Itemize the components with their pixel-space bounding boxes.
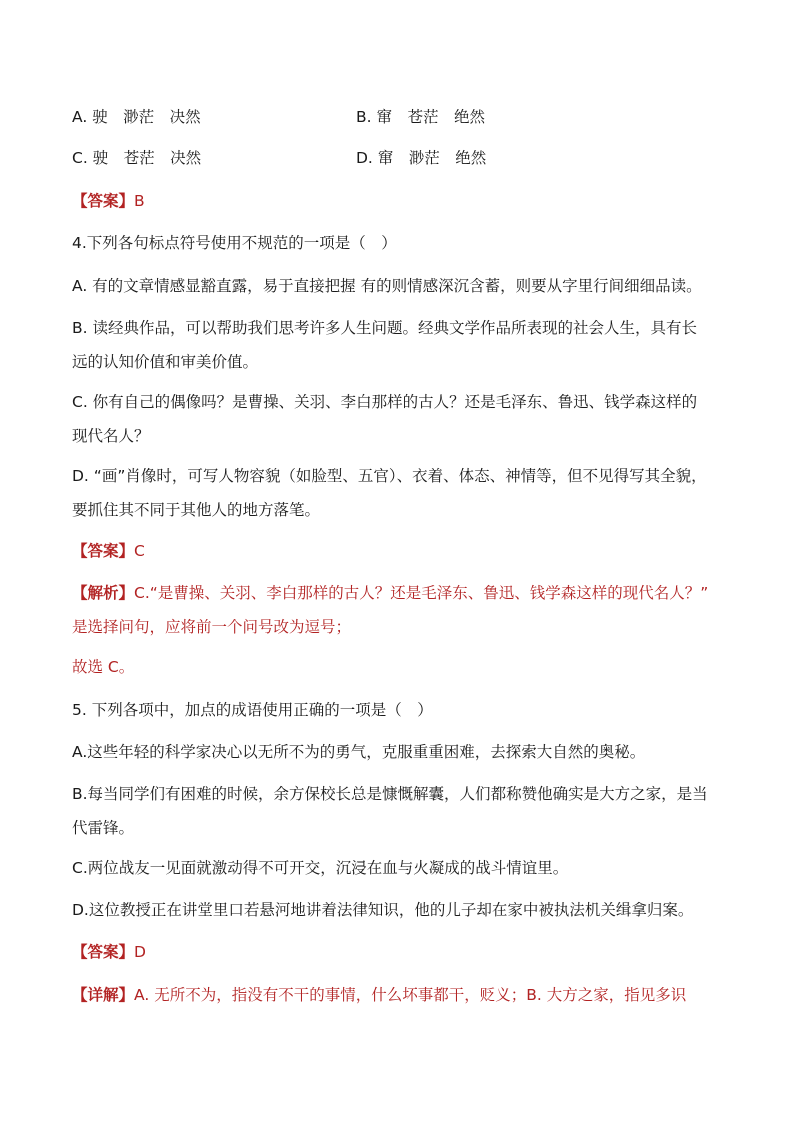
q5-option-c: C.两位战友一见面就激动得不可开交，沉浸在血与火凝成的战斗情谊里。 [72, 859, 569, 877]
q4-option-d-line-1: D. “画”肖像时，可写人物容貌（如脸型、五官）、衣着、体态、神情等，但不见得写其全貌， [72, 467, 707, 485]
q4-option-b-line-1: B. 读经典作品，可以帮助我们思考许多人生问题。经典文学作品所表现的社会人生，具有长 [72, 319, 697, 337]
q3-option-a: A. 驶 渺茫 决然 [72, 108, 201, 126]
answer-value: C [134, 542, 145, 560]
q4-analysis-line-2: 是选择问句，应将前一个问号改为逗号； [72, 618, 352, 636]
q3-option-d: D. 窜 渺茫 绝然 [356, 149, 487, 167]
answer-tag: 【答案】 [72, 192, 135, 210]
q4-analysis-line-3: 故选 C。 [72, 658, 135, 676]
q4-option-c-line-1: C. 你有自己的偶像吗？是曹操、关羽、李白那样的古人？还是毛泽东、鲁迅、钱学森这样的 [72, 393, 698, 411]
q3-options-row-1 [72, 106, 485, 128]
q5-option-b-line-1: B.每当同学们有困难的时候，余方保校长总是慷慨解囊，人们都称赞他确实是大方之家，是当 [72, 785, 708, 803]
q4-option-d-line-2: 要抓住其不同于其他人的地方落笔。 [72, 501, 321, 519]
q5-stem: 5. 下列各项中，加点的成语使用正确的一项是（ ） [72, 701, 433, 719]
answer-tag: 【答案】 [72, 542, 135, 560]
q4-option-b-line-2: 远的认知价值和审美价值。 [72, 353, 259, 371]
analysis-tag: 【解析】 [72, 584, 135, 602]
answer-tag: 【答案】 [72, 943, 135, 961]
answer-value: D [134, 943, 146, 961]
q5-option-a: A.这些年轻的科学家决心以无所不为的勇气，克服重重困难，去探索大自然的奥秘。 [72, 743, 646, 761]
q3-answer [72, 190, 145, 212]
q5-detail-line-1 [72, 984, 686, 1006]
q4-option-a: A. 有的文章情感显豁直露，易于直接把握 有的则情感深沉含蓄，则要从字里行间细细品读。 [72, 277, 702, 295]
q4-answer [72, 540, 145, 562]
detail-tag: 【详解】 [72, 986, 135, 1004]
q5-option-b-line-2: 代雷锋。 [72, 819, 135, 837]
q3-options-row-2 [72, 147, 487, 169]
q5-answer [72, 941, 146, 963]
detail-text: A. 无所不为，指没有不干的事情，什么坏事都干，贬义；B. 大方之家，指见多识 [134, 986, 687, 1004]
q3-option-c: C. 驶 苍茫 决然 [72, 149, 202, 167]
answer-value: B [134, 192, 145, 210]
q4-option-c-line-2: 现代名人？ [72, 427, 150, 445]
analysis-text: C.“是曹操、关羽、李白那样的古人？还是毛泽东、鲁迅、钱学森这样的现代名人？” [134, 584, 709, 602]
q4-stem: 4.下列各句标点符号使用不规范的一项是（ ） [72, 234, 397, 252]
q5-option-d: D.这位教授正在讲堂里口若悬河地讲着法律知识，他的儿子却在家中被执法机关缉拿归案。 [72, 901, 694, 919]
q4-analysis-line-1 [72, 582, 708, 604]
q3-option-b: B. 窜 苍茫 绝然 [356, 108, 485, 126]
